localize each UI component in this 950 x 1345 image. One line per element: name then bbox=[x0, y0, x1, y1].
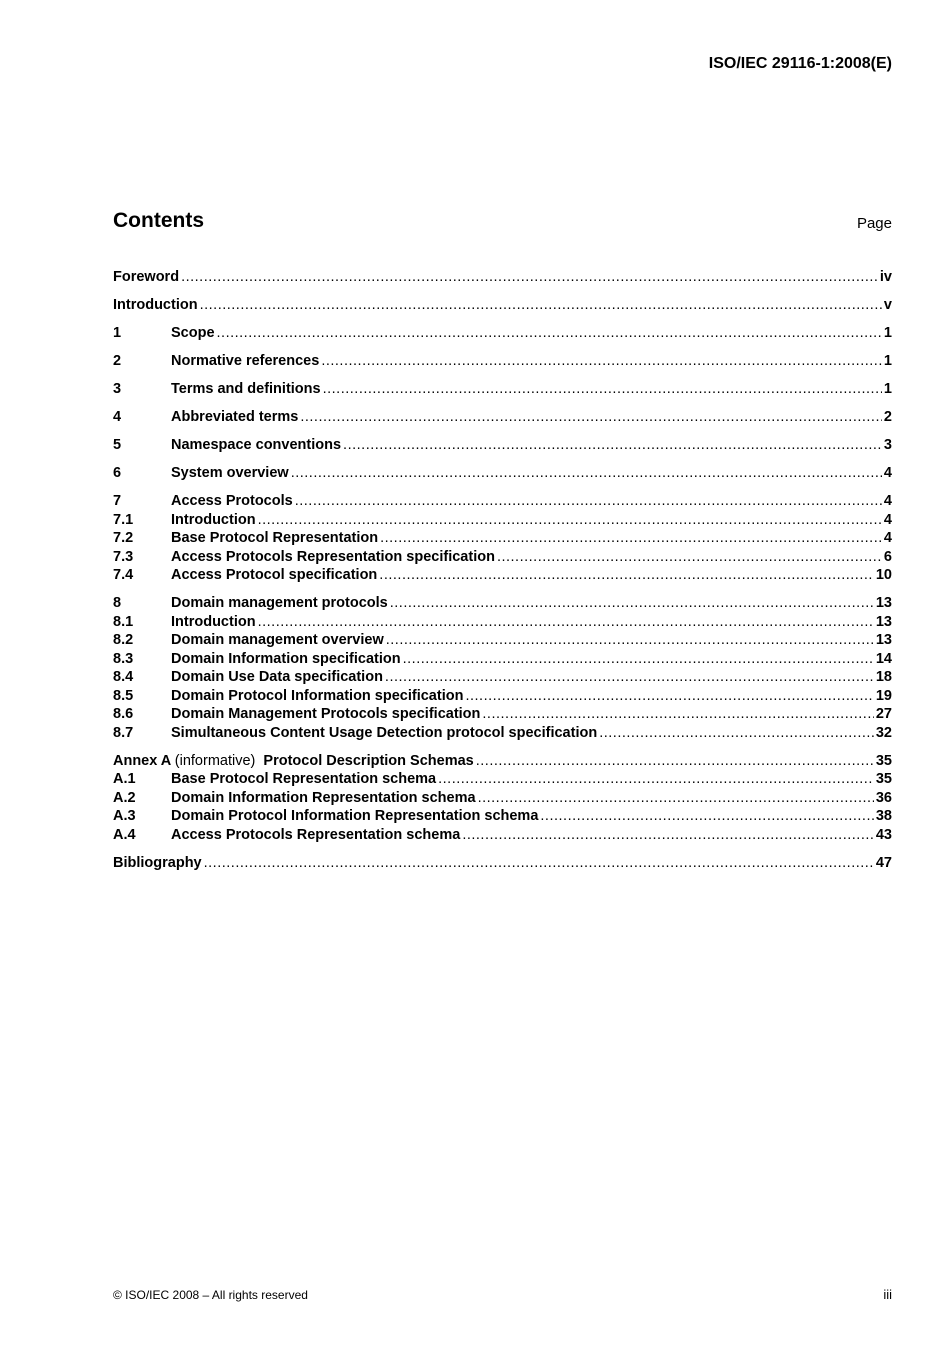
toc-entry-number: 7.4 bbox=[113, 567, 134, 583]
toc-entry[interactable] bbox=[113, 770, 892, 789]
page-column-label: Page bbox=[856, 215, 892, 232]
toc-entry[interactable] bbox=[113, 631, 892, 650]
toc-entry-number: 8.1 bbox=[113, 613, 134, 630]
toc-entry[interactable] bbox=[113, 668, 892, 687]
toc-entry-page: 4 bbox=[883, 511, 892, 528]
toc-entry-title: Scope bbox=[171, 325, 215, 341]
toc-entry-page: 35 bbox=[875, 752, 892, 769]
toc-dot-leader bbox=[181, 268, 878, 287]
toc-entry[interactable] bbox=[113, 352, 892, 371]
toc-entry-number: 7 bbox=[113, 493, 122, 509]
toc-dot-leader bbox=[438, 770, 874, 789]
toc-entry[interactable] bbox=[113, 408, 892, 427]
toc-dot-leader bbox=[323, 380, 882, 399]
toc-entry[interactable] bbox=[113, 464, 892, 483]
toc-entry-title: Introduction bbox=[171, 511, 256, 528]
toc-entry-page: 4 bbox=[883, 465, 892, 481]
toc-entry-page: 1 bbox=[883, 325, 892, 341]
toc-entry-title: Base Protocol Representation bbox=[171, 530, 379, 546]
toc-entry-page: 10 bbox=[875, 567, 892, 583]
toc-entry-title: Domain Information specification bbox=[171, 650, 401, 667]
toc-annex-heading bbox=[113, 752, 474, 771]
toc-annex-type: (informative) bbox=[174, 752, 256, 769]
toc-entry-number: 8.4 bbox=[113, 669, 134, 685]
toc-entry-page: 18 bbox=[875, 669, 892, 685]
toc-entry-title: Abbreviated terms bbox=[171, 409, 299, 425]
toc-entry-title: Domain Protocol Information Representation schema bbox=[171, 808, 539, 824]
toc-entry-title: Domain management overview bbox=[171, 632, 384, 648]
toc-entry-page: 36 bbox=[875, 789, 892, 806]
toc-entry-page: 13 bbox=[875, 613, 892, 630]
toc-dot-leader bbox=[379, 566, 874, 585]
toc-entry-number: 6 bbox=[113, 465, 122, 481]
toc-dot-leader bbox=[258, 511, 882, 530]
toc-entry-page: 6 bbox=[883, 548, 892, 565]
footer-copyright: © ISO/IEC 2008 – All rights reserved bbox=[113, 1288, 308, 1302]
toc-entry-number: 5 bbox=[113, 437, 122, 453]
toc-dot-leader bbox=[390, 594, 874, 613]
toc-entry-page: 19 bbox=[875, 687, 892, 704]
toc-entry-title: Terms and definitions bbox=[171, 381, 321, 397]
toc-entry[interactable] bbox=[113, 789, 892, 808]
toc-entry[interactable] bbox=[113, 613, 892, 632]
toc-entry-title: Access Protocols bbox=[171, 493, 293, 509]
toc-entry[interactable] bbox=[113, 724, 892, 743]
toc-entry-annex-a[interactable] bbox=[113, 752, 892, 771]
toc-entry-number: A.4 bbox=[113, 826, 136, 843]
toc-entry-number: 8.5 bbox=[113, 687, 134, 704]
toc-entry-title: Domain Information Representation schema bbox=[171, 789, 476, 806]
toc-entry-number: A.1 bbox=[113, 771, 136, 787]
toc-entry-title: Introduction bbox=[113, 297, 198, 313]
toc-entry[interactable] bbox=[113, 492, 892, 511]
toc-entry-page: 32 bbox=[875, 724, 892, 741]
toc-entry-title: Normative references bbox=[171, 353, 320, 369]
toc-entry-number: A.3 bbox=[113, 808, 136, 824]
toc-entry-title: Introduction bbox=[171, 613, 256, 630]
toc-entry[interactable] bbox=[113, 687, 892, 706]
toc-dot-leader bbox=[321, 352, 882, 371]
toc-entry-title: Domain management protocols bbox=[171, 595, 388, 611]
toc-entry-number: 8.3 bbox=[113, 650, 134, 667]
toc-dot-leader bbox=[403, 650, 874, 669]
toc-entry-bibliography[interactable] bbox=[113, 854, 892, 873]
toc-entry-page: 43 bbox=[875, 826, 892, 843]
toc-entry[interactable] bbox=[113, 548, 892, 567]
toc-dot-leader bbox=[540, 807, 873, 826]
toc-dot-leader bbox=[386, 631, 874, 650]
toc-entry-number: A.2 bbox=[113, 789, 136, 806]
toc-entry-number: 7.2 bbox=[113, 530, 134, 546]
toc-entry-page: 2 bbox=[883, 409, 892, 425]
toc-entry-title: Domain Protocol Information specification bbox=[171, 687, 464, 704]
toc-entry-page: 14 bbox=[875, 650, 892, 667]
toc-entry-number: 8.7 bbox=[113, 724, 134, 741]
toc-entry[interactable] bbox=[113, 511, 892, 530]
toc-entry-number: 8.6 bbox=[113, 706, 134, 722]
toc-entry-introduction[interactable] bbox=[113, 296, 892, 315]
toc-entry-number: 2 bbox=[113, 353, 122, 369]
toc-entry-number: 3 bbox=[113, 381, 122, 397]
toc-entry-page: 13 bbox=[875, 632, 892, 648]
toc-dot-leader bbox=[497, 548, 882, 567]
toc-entry-page: 47 bbox=[875, 854, 892, 871]
toc-entry-number: 7.1 bbox=[113, 511, 134, 528]
toc-entry-page: 1 bbox=[883, 353, 892, 369]
toc-entry-page: 27 bbox=[875, 706, 892, 722]
toc-entry[interactable] bbox=[113, 594, 892, 613]
toc-entry-page: 13 bbox=[875, 595, 892, 611]
toc-entry[interactable] bbox=[113, 324, 892, 343]
toc-dot-leader bbox=[291, 464, 882, 483]
toc-entry-page: 3 bbox=[883, 437, 892, 453]
toc-entry-foreword[interactable] bbox=[113, 268, 892, 287]
toc-entry-page: iv bbox=[879, 269, 892, 285]
toc-entry-title: Domain Use Data specification bbox=[171, 669, 383, 685]
toc-dot-leader bbox=[476, 752, 874, 771]
toc-dot-leader bbox=[465, 687, 873, 706]
toc-entry[interactable] bbox=[113, 436, 892, 455]
toc-dot-leader bbox=[482, 705, 873, 724]
toc-entry-number: 8.2 bbox=[113, 632, 134, 648]
toc-entry[interactable] bbox=[113, 807, 892, 826]
toc-dot-leader bbox=[380, 529, 882, 548]
toc-dot-leader bbox=[258, 613, 874, 632]
toc-entry-number: 4 bbox=[113, 409, 122, 425]
toc-dot-leader bbox=[343, 436, 882, 455]
toc-dot-leader bbox=[478, 789, 874, 808]
toc-dot-leader bbox=[385, 668, 874, 687]
toc-dot-leader bbox=[204, 854, 874, 873]
toc-entry-number: 8 bbox=[113, 595, 122, 611]
toc-entry-title: Protocol Description Schemas bbox=[263, 752, 474, 769]
toc-entry[interactable] bbox=[113, 529, 892, 548]
toc-entry-title: Access Protocol specification bbox=[171, 567, 378, 583]
toc-entry-title: Namespace conventions bbox=[171, 437, 342, 453]
page-title: Contents bbox=[113, 209, 204, 232]
toc-entry-title: System overview bbox=[171, 465, 289, 481]
toc-entry-title: Access Protocols Representation schema bbox=[171, 826, 461, 843]
toc-dot-leader bbox=[462, 826, 874, 845]
toc-entry-page: 1 bbox=[883, 381, 892, 397]
toc-entry[interactable] bbox=[113, 826, 892, 845]
toc-dot-leader bbox=[217, 324, 882, 343]
toc-entry-number: 1 bbox=[113, 325, 122, 341]
toc-entry-title: Access Protocols Representation specification bbox=[171, 548, 495, 565]
toc-entry[interactable] bbox=[113, 705, 892, 724]
toc-entry-title: Base Protocol Representation schema bbox=[171, 771, 437, 787]
toc-entry-page: 35 bbox=[875, 771, 892, 787]
toc-entry[interactable] bbox=[113, 380, 892, 399]
toc-entry-page: 38 bbox=[875, 808, 892, 824]
toc-entry[interactable] bbox=[113, 650, 892, 669]
toc-dot-leader bbox=[300, 408, 882, 427]
toc-dot-leader bbox=[599, 724, 874, 743]
footer-page-number: iii bbox=[883, 1287, 892, 1302]
toc-entry-number: 7.3 bbox=[113, 548, 134, 565]
table-of-contents bbox=[113, 268, 892, 872]
toc-entry-title: Bibliography bbox=[113, 854, 202, 871]
toc-entry[interactable] bbox=[113, 566, 892, 585]
toc-entry-page: v bbox=[883, 297, 892, 313]
toc-dot-leader bbox=[295, 492, 882, 511]
toc-entry-title: Simultaneous Content Usage Detection protocol specification bbox=[171, 724, 598, 741]
toc-dot-leader bbox=[200, 296, 882, 315]
toc-entry-title: Foreword bbox=[113, 269, 180, 285]
toc-entry-title: Domain Management Protocols specification bbox=[171, 706, 481, 722]
toc-entry-page: 4 bbox=[883, 530, 892, 546]
toc-annex-label: Annex A bbox=[113, 752, 171, 769]
toc-entry-page: 4 bbox=[883, 493, 892, 509]
document-header-id: ISO/IEC 29116-1:2008(E) bbox=[708, 55, 892, 72]
